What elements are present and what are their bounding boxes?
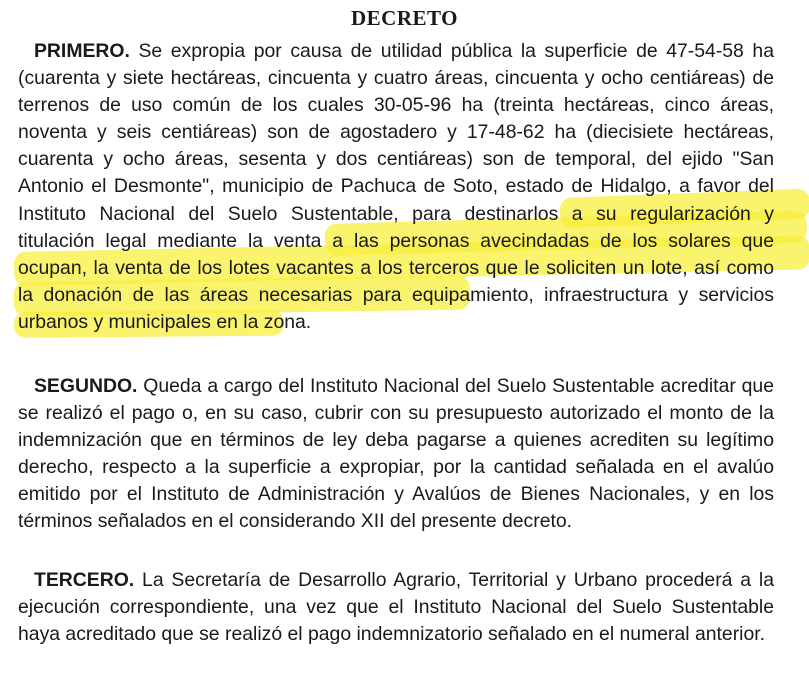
paragraph-primero: [18, 38, 774, 336]
paragraph-lead: PRIMERO.: [34, 40, 139, 62]
paragraph-segundo: [18, 373, 774, 536]
paragraph-lead: SEGUNDO.: [34, 375, 144, 397]
paragraph-tercero: [18, 567, 774, 648]
paragraph-lead: TERCERO.: [34, 569, 143, 591]
paragraph-text: La Secretaría de Desarrollo Agrario, Territorial y Urbano procederá a la ejecución correspondiente, una vez que el Instituto Nacional del Suelo Sustentable haya acreditado que se realizó el pago indemnizatorio señalado en el numeral anterior.: [18, 569, 774, 646]
paragraph-text: Queda a cargo del Instituto Nacional del Suelo Sustentable acreditar que se realizó el pago o, en su caso, cubrir con su presupuesto autorizado el monto de la indemnización que en términos de ley deba pagarse a quienes acrediten su legítimo derecho, respecto a la superficie a expropiar, por la cantidad señalada en el avalúo emitido por el Instituto de Administración y Avalúos de Bienes Nacionales, y en los términos señalados en el considerando XII del presente decreto.: [18, 375, 774, 533]
decree-title: DECRETO: [351, 6, 458, 30]
paragraph-text: Se expropia por causa de utilidad pública la superficie de 47-54-58 ha (cuarenta y siete hectáreas, cincuenta y cuatro áreas, cincuenta y ocho centiáreas) de terrenos de uso común de los cuales 30-05-96 ha (treinta hectáreas, cinco áreas, noventa y seis centiáreas) son de agostadero y 17-48-62 ha (diecisiete hectáreas, cuarenta y ocho áreas, sesenta y dos centiáreas) son de temporal, del ejido "San Antonio el Desmonte", municipio de Pachuca de Soto, estado de Hidalgo, a favor del Instituto Nacional del Suelo Sustentable, para destinarlos a su regularización y titulación legal mediante la venta a las personas avecindadas de los solares que ocupan, la venta de los lotes vacantes a los terceros que le soliciten un lote, así como la donación de las áreas necesarias para equipamiento, infraestructura y servicios urbanos y municipales en la zona.: [18, 40, 774, 333]
